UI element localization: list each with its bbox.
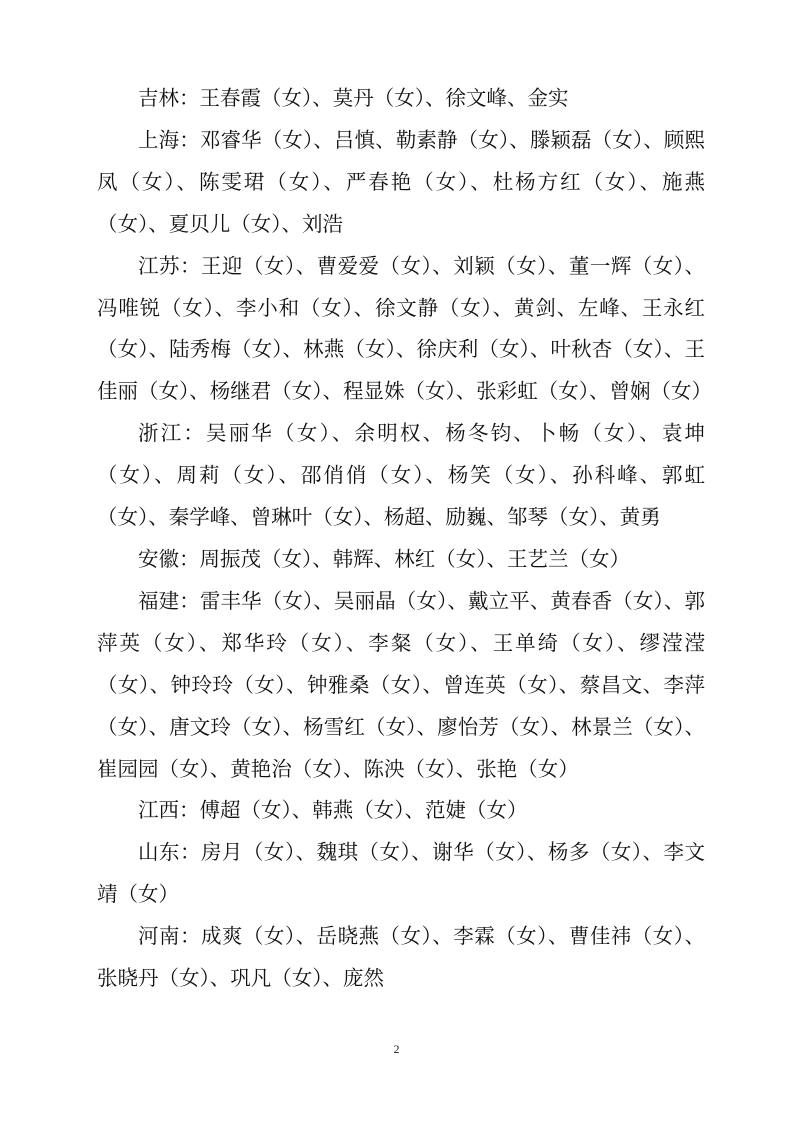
paragraph-anhui: 安徽：周振茂（女）、韩辉、林红（女）、王艺兰（女） xyxy=(138,546,630,571)
paragraph-fujian: 福建：雷丰华（女）、吴丽晶（女）、戴立平、黄春香（女）、郭萍英（女）、郑华玲（女）、李粲（女）、王单绮（女）、缪滢滢（女）、钟玲玲（女）、钟雅桑（女）、曾连英（女）、蔡昌文、李萍（女）、唐文玲（女）、杨雪红（女）、廖怡芳（女）、林景兰（女）、崔园园（女）、黄艳治（女）、陈泱（女）、张艳（女） xyxy=(97,588,705,781)
paragraph-zhejiang: 浙江：吴丽华（女）、余明权、杨冬钧、卜畅（女）、袁坤（女）、周莉（女）、邵俏俏（女）、杨笑（女）、孙科峰、郭虹（女）、秦学峰、曾琳叶（女）、杨超、励巍、邹琴（女）、黄勇 xyxy=(97,421,705,530)
paragraph-henan: 河南：成爽（女）、岳晓燕（女）、李霖（女）、曹佳祎（女）、张晓丹（女）、巩凡（女）、庞然 xyxy=(97,924,705,991)
paragraph-jilin: 吉林：王春霞（女）、莫丹（女）、徐文峰、金实 xyxy=(138,86,569,110)
document-page xyxy=(97,78,712,1000)
paragraph-shandong: 山东：房月（女）、魏琪（女）、谢华（女）、杨多（女）、李文靖（女） xyxy=(97,840,705,907)
paragraph-jiangsu: 江苏：王迎（女）、曹爱爱（女）、刘颖（女）、董一辉（女）、冯唯锐（女）、李小和（女）、徐文静（女）、黄剑、左峰、王永红（女）、陆秀梅（女）、林燕（女）、徐庆利（女）、叶秋杏（女）、王佳丽（女）、杨继君（女）、程显姝（女）、张彩虹（女）、曾娴（女） xyxy=(97,253,712,404)
paragraph-shanghai: 上海：邓睿华（女）、吕慎、勒素静（女）、滕颖磊（女）、顾熙凤（女）、陈雯珺（女）、严春艳（女）、杜杨方红（女）、施燕（女）、夏贝儿（女）、刘浩 xyxy=(97,127,705,236)
page-number: 2 xyxy=(393,1042,400,1056)
paragraph-jiangxi: 江西：傅超（女）、韩燕（女）、范婕（女） xyxy=(138,798,528,823)
